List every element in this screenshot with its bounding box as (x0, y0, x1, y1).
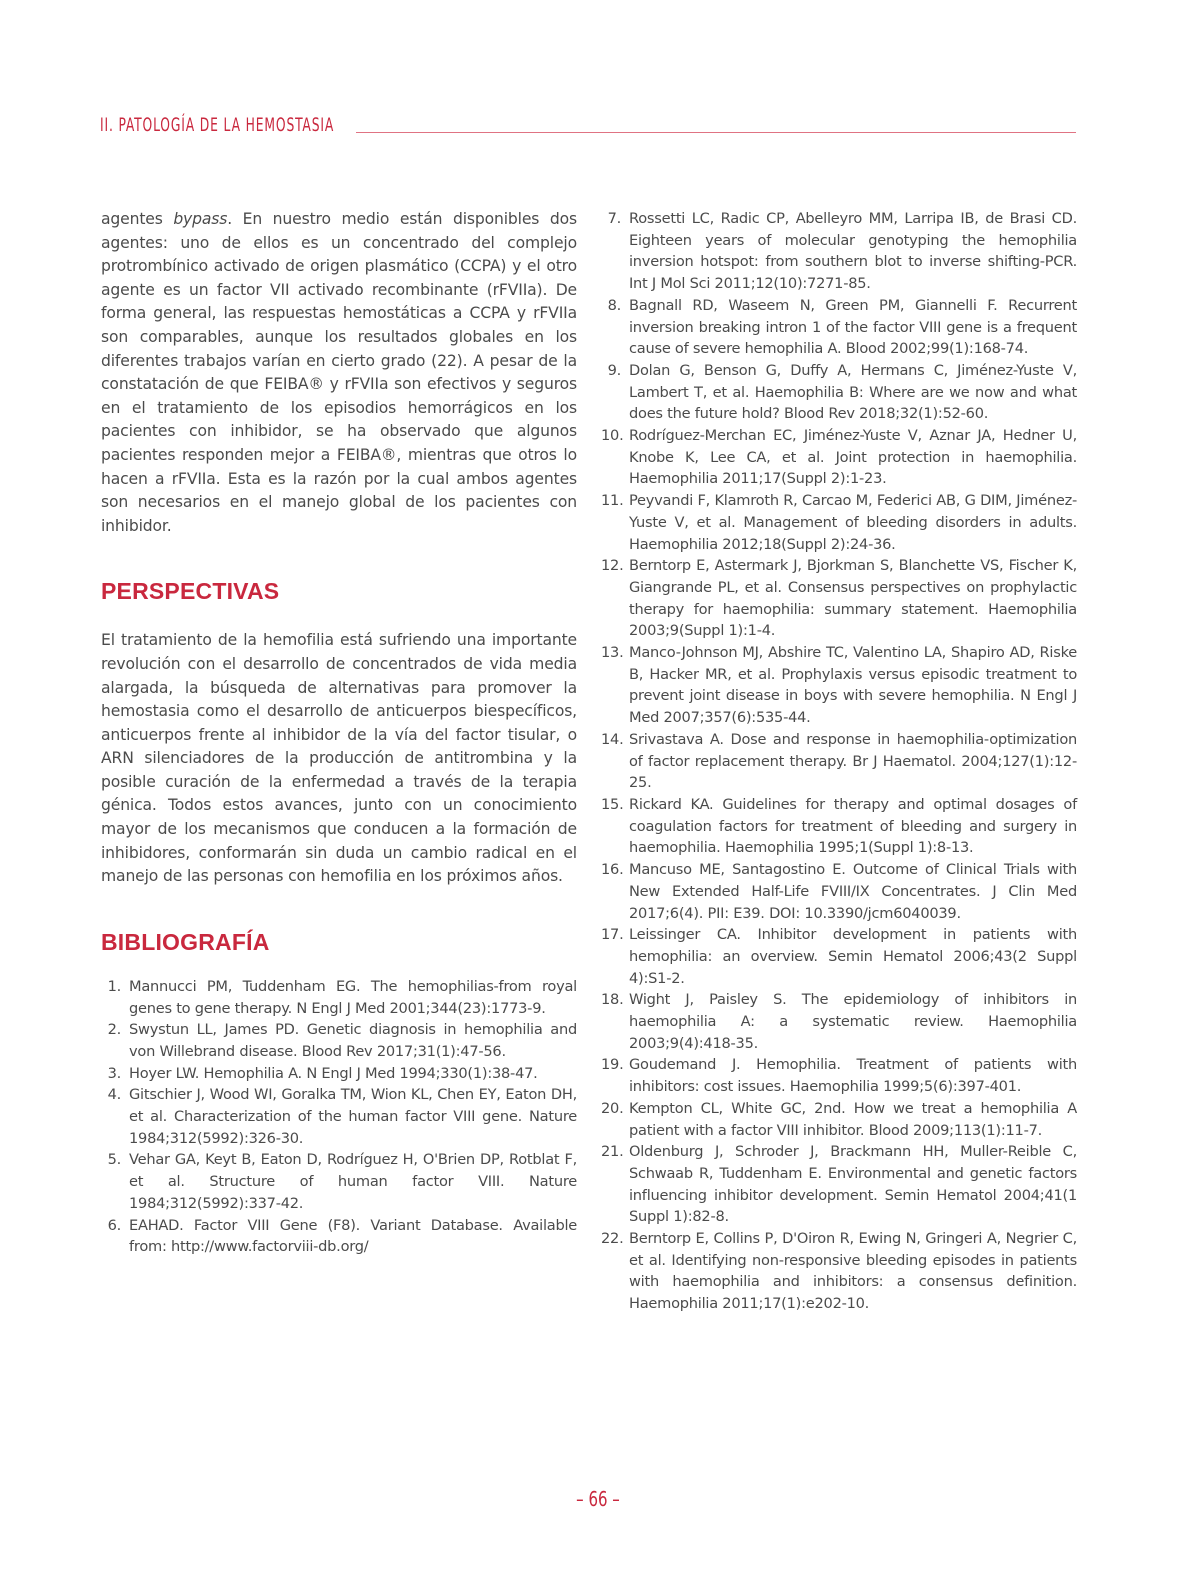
reference-item (601, 1228, 1077, 1315)
reference-text: Bagnall RD, Waseem N, Green PM, Giannelli F. Recurrent inversion breaking intron 1 of the factor VIII gene is a frequent cause of severe hemophilia A. Blood 2002;99(1):168-74. (629, 296, 1077, 358)
reference-item (101, 976, 577, 1019)
reference-text: Rossetti LC, Radic CP, Abelleyro MM, Larripa IB, de Brasi CD. Eighteen years of molecular genotyping the hemophilia inversion hotspot: from southern blot to inverse shifting-PCR. Int J Mol Sci 2011;12(10):7271-85. (629, 210, 1077, 293)
header-rule (356, 132, 1076, 133)
reference-list-left (101, 976, 577, 1258)
reference-item (601, 1141, 1077, 1228)
chapter-title: II. PATOLOGÍA DE LA HEMOSTASIA (100, 114, 335, 136)
reference-text: Berntorp E, Collins P, D'Oiron R, Ewing N, Gringeri A, Negrier C, et al. Identifying non-responsive bleeding episodes in patients with haemophilia and inhibitors: a consensus definition. Haemophilia 2011;17(1):e202-10. (629, 1230, 1077, 1313)
reference-item (601, 794, 1077, 859)
reference-number: 3. (107, 1064, 121, 1082)
reference-item (601, 425, 1077, 490)
reference-text: EAHAD. Factor VIII Gene (F8). Variant Database. Available from: http://www.factorviii-db.org/ (129, 1216, 577, 1256)
reference-item (601, 208, 1077, 295)
reference-item (101, 1019, 577, 1062)
perspectivas-paragraph: El tratamiento de la hemofilia está sufriendo una importante revolución con el desarrollo de concentrados de vida media alargada, la búsqueda de alternativas para promover la hemostasia como el desarrollo de anticuerpos biespecíficos, anticuerpos frente al inhibidor de la vía del factor tisular, o ARN silenciadores de la producción de antitrombina y la posible curación de la enfermedad a través de la terapia génica. Todos estos avances, junto con un conocimiento mayor de los mecanismos que conducen a la formación de inhibidores, conformarán sin duda un cambio radical en el manejo de las personas con hemofilia en los próximos años. (101, 631, 577, 886)
reference-text: Goudemand J. Hemophilia. Treatment of patients with inhibitors: cost issues. Haemophilia 1999;5(6):397-401. (629, 1056, 1077, 1096)
reference-number: 20. (601, 1099, 624, 1117)
section-heading-bibliografia: BIBLIOGRAFÍA (101, 928, 270, 955)
reference-number: 15. (601, 795, 624, 813)
reference-text: Srivastava A. Dose and response in haemophilia-optimization of factor replacement therapy. Br J Haematol. 2004;127(1):12-25. (629, 730, 1077, 792)
reference-number: 8. (607, 296, 621, 314)
reference-item (601, 1098, 1077, 1141)
reference-number: 7. (607, 210, 621, 227)
reference-text: Manco-Johnson MJ, Abshire TC, Valentino LA, Shapiro AD, Riske B, Hacker MR, et al. Prophylaxis versus episodic treatment to prevent joint disease in boys with severe hemophilia. N Engl J Med 2007;357(6):535-44. (629, 644, 1077, 727)
reference-item (601, 642, 1077, 729)
right-column (601, 208, 1077, 1315)
reference-number: 10. (601, 427, 624, 445)
reference-item (601, 490, 1077, 555)
reference-text: Peyvandi F, Klamroth R, Carcao M, Federici AB, G DIM, Jiménez-Yuste V, et al. Management of bleeding disorders in adults. Haemophilia 2012;18(Suppl 2):24-36. (629, 492, 1077, 553)
reference-number: 21. (601, 1143, 624, 1161)
reference-number: 6. (107, 1216, 121, 1234)
reference-text: Rickard KA. Guidelines for therapy and optimal dosages of coagulation factors for treatment of bleeding and surgery in haemophilia. Haemophilia 1995;1(Suppl 1):8-13. (629, 795, 1077, 857)
reference-number: 11. (601, 492, 624, 510)
reference-item (601, 924, 1077, 989)
reference-item (601, 360, 1077, 425)
intro-italic-term: bypass (173, 210, 228, 228)
reference-number: 1. (107, 977, 121, 995)
reference-number: 5. (107, 1151, 121, 1169)
reference-number: 19. (601, 1056, 624, 1074)
reference-text: Rodríguez-Merchan EC, Jiménez-Yuste V, Aznar JA, Hedner U, Knobe K, Lee CA, et al. Joint protection in haemophilia. Haemophilia 2011;17(Suppl 2):1-23. (629, 427, 1077, 488)
reference-text: Kempton CL, White GC, 2nd. How we treat a hemophilia A patient with a factor VIII inhibitor. Blood 2009;113(1):11-7. (629, 1099, 1077, 1139)
reference-number: 2. (107, 1021, 121, 1039)
reference-item (101, 1063, 577, 1085)
reference-text: Leissinger CA. Inhibitor development in patients with hemophilia: an overview. Semin Hematol 2006;43(2 Suppl 4):S1-2. (629, 926, 1077, 987)
reference-text: Vehar GA, Keyt B, Eaton D, Rodríguez H, O'Brien DP, Rotblat F, et al. Structure of human factor VIII. Nature 1984;312(5992):337-42. (129, 1151, 577, 1212)
reference-item (101, 1215, 577, 1258)
reference-number: 14. (601, 730, 624, 748)
reference-item (601, 989, 1077, 1054)
reference-number: 4. (107, 1086, 121, 1104)
left-column (101, 208, 577, 1258)
section-heading-perspectivas: PERSPECTIVAS (101, 578, 280, 605)
reference-text: Mancuso ME, Santagostino E. Outcome of Clinical Trials with New Extended Half-Life FVIII/IX Concentrates. J Clin Med 2017;6(4). PII: E39. DOI: 10.3390/jcm6040039. (629, 861, 1077, 922)
reference-text: Mannucci PM, Tuddenham EG. The hemophilias-from royal genes to gene therapy. N Engl J Med 2001;344(23):1773-9. (129, 977, 577, 1017)
reference-item (601, 555, 1077, 642)
reference-list-right (601, 208, 1077, 1315)
reference-item (101, 1149, 577, 1214)
reference-text: Oldenburg J, Schroder J, Brackmann HH, Muller-Reible C, Schwaab R, Tuddenham E. Environmental and genetic factors influencing inhibitor development. Semin Hematol 2004;41(1 Suppl 1):82-8. (629, 1143, 1077, 1226)
reference-number: 16. (601, 861, 624, 879)
reference-item (601, 859, 1077, 924)
reference-number: 9. (607, 361, 621, 379)
reference-item (101, 1084, 577, 1149)
reference-number: 22. (601, 1230, 624, 1248)
reference-number: 17. (601, 926, 624, 944)
intro-paragraph (101, 208, 577, 538)
reference-text: Hoyer LW. Hemophilia A. N Engl J Med 1994;330(1):38-47. (129, 1064, 538, 1082)
reference-text: Swystun LL, James PD. Genetic diagnosis in hemophilia and von Willebrand disease. Blood Rev 2017;31(1):47-56. (129, 1021, 577, 1060)
page-number: – 66 – (576, 1487, 620, 1511)
reference-number: 13. (601, 644, 624, 662)
reference-number: 12. (601, 557, 624, 575)
reference-item (601, 295, 1077, 360)
reference-text: Wight J, Paisley S. The epidemiology of inhibitors in haemophilia A: a systematic review. Haemophilia 2003;9(4):418-35. (629, 991, 1077, 1052)
intro-lead: agentes (101, 210, 174, 228)
reference-text: Gitschier J, Wood WI, Goralka TM, Wion KL, Chen EY, Eaton DH, et al. Characterization of the human factor VIII gene. Nature 1984;312(5992):326-30. (129, 1086, 577, 1147)
intro-text: . En nuestro medio están disponibles dos agentes: uno de ellos es un concentrado del complejo protrombínico activado de origen plasmático (CCPA) y el otro agente es un factor VII activado recombinante (rFVIIa). De forma general, las respuestas hemostáticas a CCPA y rFVIIa son comparables, aunque los resultados globales en los diferentes trabajos varían en cierto grado (22). A pesar de la constatación de que FEIBA® y rFVIIa son efectivos y seguros en el tratamiento de los episodios hemorrágicos en los pacientes con inhibidor, se ha observado que algunos pacientes responden mejor a FEIBA®, mientras que otros lo hacen a rFVIIa. Esta es la razón por la cual ambos agentes son necesarios en el manejo global de los pacientes con inhibidor. (101, 210, 577, 535)
reference-text: Berntorp E, Astermark J, Bjorkman S, Blanchette VS, Fischer K, Giangrande PL, et al. Consensus perspectives on prophylactic therapy for haemophilia: summary statement. Haemophilia 2003;9(Suppl 1):1-4. (629, 557, 1077, 640)
reference-item (601, 1054, 1077, 1097)
running-header (100, 110, 1076, 136)
reference-item (601, 729, 1077, 794)
reference-number: 18. (601, 991, 624, 1009)
reference-text: Dolan G, Benson G, Duffy A, Hermans C, Jiménez-Yuste V, Lambert T, et al. Haemophilia B: Where are we now and what does the future hold? Blood Rev 2018;32(1):52-60. (629, 361, 1077, 423)
